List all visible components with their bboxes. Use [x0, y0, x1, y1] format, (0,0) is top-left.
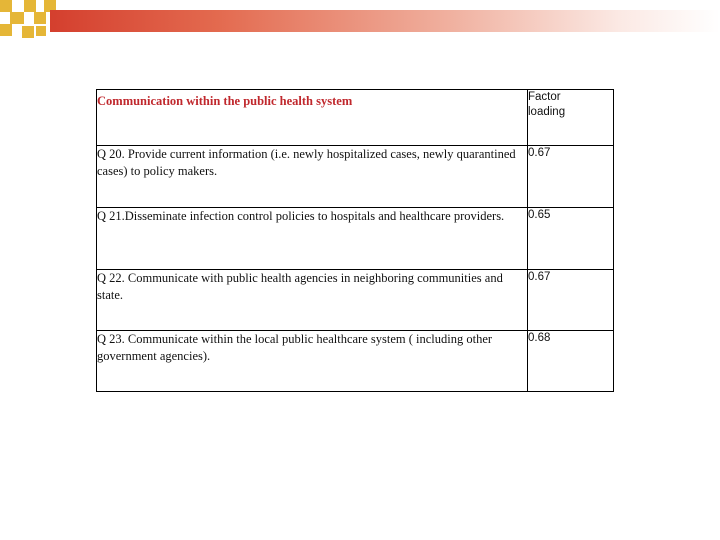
header-gradient-bar [50, 10, 720, 32]
decorative-square-2 [24, 0, 36, 12]
question-cell [97, 208, 528, 270]
table-row [97, 331, 614, 392]
table-header-row [97, 90, 614, 146]
table-header-title: Communication within the public health system [97, 94, 353, 108]
table-row [97, 208, 614, 270]
question-cell [97, 270, 528, 331]
loading-cell [528, 146, 614, 208]
factor-loading-label: Factor loading [528, 91, 566, 118]
decorative-square-5 [34, 12, 46, 24]
decorative-square-4 [10, 12, 24, 24]
question-cell [97, 146, 528, 208]
header-title-cell [97, 90, 528, 146]
decorative-square-6 [0, 24, 12, 36]
decorative-square-8 [36, 26, 46, 36]
question-text: Q 22. Communicate with public health agencies in neighboring communities and state. [97, 271, 503, 302]
question-cell [97, 331, 528, 392]
factor-loading-table [96, 89, 614, 392]
table-row [97, 146, 614, 208]
table-row [97, 270, 614, 331]
loading-cell [528, 208, 614, 270]
loading-value: 0.68 [528, 332, 551, 344]
loading-value: 0.67 [528, 147, 551, 159]
loading-value: 0.65 [528, 209, 551, 221]
decorative-square-1 [0, 0, 12, 12]
loading-cell [528, 270, 614, 331]
loading-value: 0.67 [528, 271, 551, 283]
header-factor-cell [528, 90, 614, 146]
question-text: Q 23. Communicate within the local public healthcare system ( including other government agencies). [97, 332, 493, 363]
decorative-square-7 [22, 26, 34, 38]
loading-cell [528, 331, 614, 392]
question-text: Q 21.Disseminate infection control policies to hospitals and healthcare providers. [97, 209, 505, 223]
question-text: Q 20. Provide current information (i.e. newly hospitalized cases, newly quarantined cases) to policy makers. [97, 147, 516, 178]
